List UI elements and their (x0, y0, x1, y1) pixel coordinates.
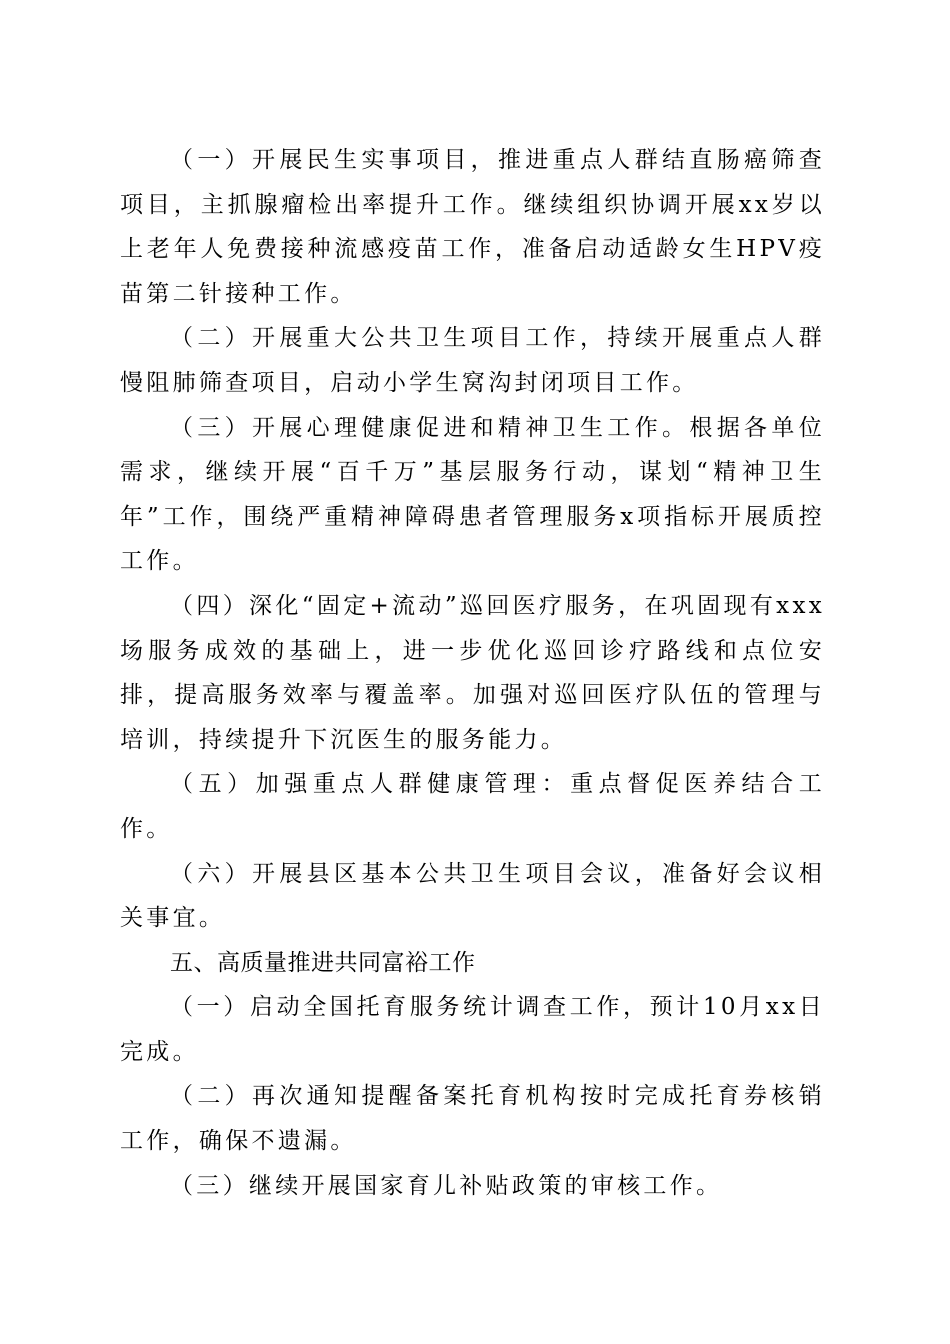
paragraph-6: （六）开展县区基本公共卫生项目会议，准备好会议相关事宜。 (120, 860, 825, 932)
paragraph-1: （一）开展民生实事项目，推进重点人群结直肠癌筛查项目，主抓腺瘤检出率提升工作。继续组织协调开展xx岁以上老年人免费接种流感疫苗工作，准备启动适龄女生HPV疫苗第二针接种工作。 (120, 147, 825, 307)
paragraph-2: （二）开展重大公共卫生项目工作，持续开展重点人群慢阻肺筛查项目，启动小学生窝沟封闭项目工作。 (120, 325, 825, 396)
paragraph-7: （一）启动全国托育服务统计调查工作，预计10月xx日完成。 (120, 994, 825, 1065)
paragraph-3: （三）开展心理健康促进和精神卫生工作。根据各单位需求，继续开展“百千万”基层服务行动，谋划“精神卫生年”工作，围绕严重精神障碍患者管理服务x项指标开展质控工作。 (120, 414, 825, 575)
document-body (120, 138, 825, 1208)
paragraph-8: （二）再次通知提醒备案托育机构按时完成托育券核销工作，确保不遗漏。 (120, 1083, 825, 1155)
paragraph-9: （三）继续开展国家育儿补贴政策的审核工作。 (170, 1172, 723, 1199)
paragraph-5: （五）加强重点人群健康管理：重点督促医养结合工作。 (120, 771, 825, 842)
section-heading: 五、高质量推进共同富裕工作 (170, 949, 476, 976)
paragraph-4: （四）深化“固定+流动”巡回医疗服务，在巩固现有xxx场服务成效的基础上，进一步优化巡回诊疗路线和点位安排，提高服务效率与覆盖率。加强对巡回医疗队伍的管理与培训，持续提升下沉医生的服务能力。 (120, 592, 825, 753)
